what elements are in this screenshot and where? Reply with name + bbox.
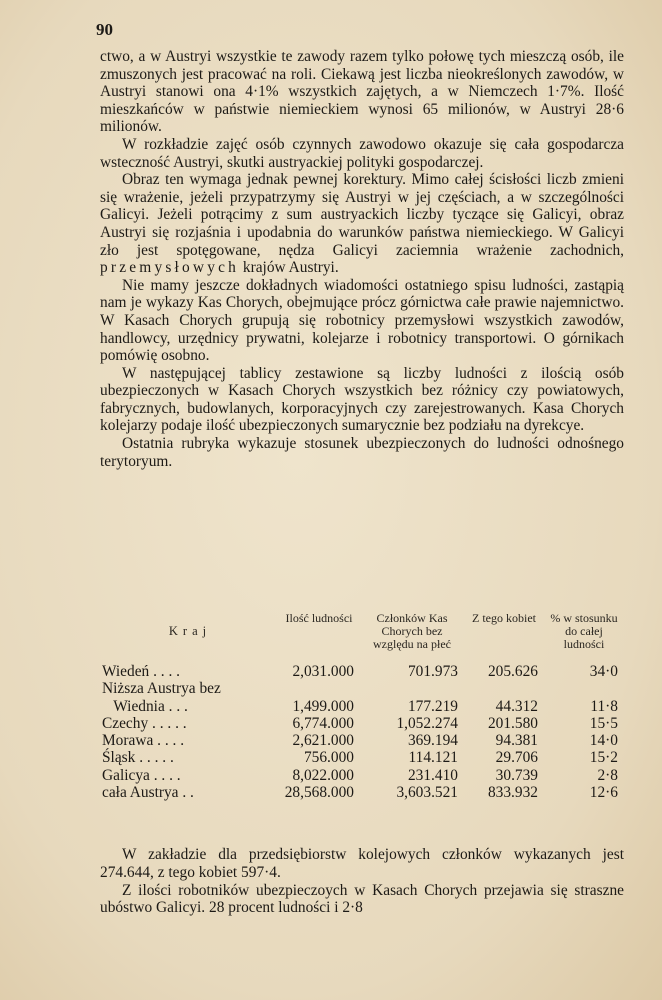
table-row [102,698,624,715]
paragraph [100,171,624,277]
cell-procent: 15·2 [589,749,618,767]
cell-kobiet: 833.932 [487,784,538,802]
paragraph: W zakładzie dla przedsiębiorstw kolejowych członków wykazanych jest 274.644, z tego kobiet 597·4. [100,846,624,881]
paragraph-text: Obraz ten wymaga jednak pewnej korektury. Mimo całej ścisłości liczb zmieni się wrażenie, jeżeli przypatrzymy się Austryi w jej częściach, a w szczególności Galicyi. Jeżeli potrącimy z sum austryackich liczby tyczące się Galicyi, obraz Austryi się rozjaśnia i upodabnia do warunków państwa niemieckiego. W Galicyi zło jest spotęgowane, nędza Galicyi zaciemnia wrażenie zachodnich, [100,171,624,259]
spaced-emphasis: przemysłowych [100,259,240,277]
cell-kobiet: 30.739 [495,766,538,784]
cell-kraj: Wiednia . . . [102,697,188,715]
cell-czlonkow [360,680,464,697]
header-kraj: Kraj [168,624,212,638]
table-header-row [102,612,624,663]
paragraph: W następującej tablicy zestawione są liczby ludności z ilością osób ubezpieczonych w Kasach Chorych wszystkich bez różnicy czy powiatowych, fabrycznych, budowlanych, korporacyjnych czy zarejestrowanych. Kasa Chorych kolejarzy podaje ilość ubezpieczonych sumarycznie bez podziału na dyrekcye. [100,364,624,435]
cell-kobiet [464,680,544,697]
cell-kobiet: 201.580 [487,714,538,732]
cell-procent: 14·0 [589,732,618,750]
paragraph: ctwo, a w Austryi wszystkie te zawody razem tylko połowę tych mieszczą osób, ile zmuszonych jest pracować na roli. Ciekawą jest liczba nieokreślonych zawodów, w Austryi stanowi ona 4·1% wszystkich zajętych, a w Niemczech 1·7%. Ilość mieszkańców w państwie niemieckiem wynosi 65 milionów, w Austryi 28·6 milionów. [100,48,624,136]
cell-kobiet: 29.706 [495,749,538,767]
paragraph: Nie mamy jeszcze dokładnych wiadomości ostatniego spisu ludności, zastąpią nam je wykazy Kas Chorych, obejmujące prócz górnictwa całe prawie najemnictwo. W Kasach Chorych grupują się robotnicy przemysłowi wszystkich zawodów, handlowcy, urzędnicy prywatni, kolejarze i robotnicy transportowi. O górnikach pomówię osobno. [100,276,624,365]
table-row [102,749,624,766]
cell-kobiet: 94.381 [495,732,538,750]
cell-ludnosc: 756.000 [303,749,354,767]
closing-text [100,846,624,917]
cell-kobiet: 205.626 [487,663,538,680]
table-row [102,715,624,732]
header-kobiet: Z tego kobiet [472,611,536,625]
cell-kobiet: 44.312 [495,697,538,715]
cell-ludnosc: 2,031.000 [292,663,354,680]
cell-czlonkow: 231.410 [407,766,458,784]
paragraph: Z ilości robotników ubezpieczoych w Kasach Chorych przejawia się straszne ubóstwo Galicyi. 28 procent ludności i 2·8 [100,881,624,917]
cell-procent [544,680,624,697]
body-text [100,48,624,470]
cell-kraj: Galicya . . . . [102,766,181,784]
cell-ludnosc: 1,499.000 [292,697,354,715]
paragraph: Ostatnia rubryka wykazuje stosunek ubezpieczonych do ludności odnośnego terytoryum. [100,435,624,470]
table-row [102,680,624,697]
cell-ludnosc: 2,621.000 [292,732,354,750]
cell-kraj: Morawa . . . . [102,732,185,750]
paragraph-text: krajów Austryi. [242,259,339,277]
cell-kraj: Czechy . . . . . [102,714,187,732]
insurance-table [102,612,624,801]
cell-kraj: cała Austrya . . [102,784,194,802]
cell-czlonkow: 701.973 [407,663,458,680]
cell-procent: 2·8 [597,766,618,784]
table-row [102,784,624,801]
header-procent: % w stosunku do całej ludności [550,611,618,651]
paragraph: W rozkładzie zajęć osób czynnych zawodowo okazuje się cała gospodarcza wsteczność Austryi, skutki austryackiej polityki gospodarczej. [100,135,624,171]
cell-ludnosc: 8,022.000 [292,766,354,784]
cell-czlonkow: 369.194 [407,732,458,750]
header-czlonkow: Członków Kas Chorych bez względu na płeć [373,611,451,651]
cell-ludnosc [278,680,360,697]
cell-czlonkow: 177.219 [407,697,458,715]
cell-kraj: Wiedeń . . . . [102,663,181,680]
cell-ludnosc: 28,568.000 [284,784,354,802]
cell-procent: 12·6 [589,784,618,802]
cell-procent: 11·8 [590,697,618,715]
header-ludnosc: Ilość ludności [285,611,353,625]
cell-kraj: Śląsk . . . . . [102,749,174,767]
cell-procent: 34·0 [589,663,618,680]
cell-kraj: Niższa Austrya bez [102,680,221,698]
cell-ludnosc: 6,774.000 [292,714,354,732]
table-row [102,663,624,680]
page-number: 90 [96,20,113,39]
cell-procent: 15·5 [589,714,618,732]
table-row [102,732,624,749]
cell-czlonkow: 114.121 [408,749,458,767]
cell-czlonkow: 1,052.274 [396,714,458,732]
table-row [102,767,624,784]
table-body [102,663,624,801]
cell-czlonkow: 3,603.521 [396,784,458,802]
